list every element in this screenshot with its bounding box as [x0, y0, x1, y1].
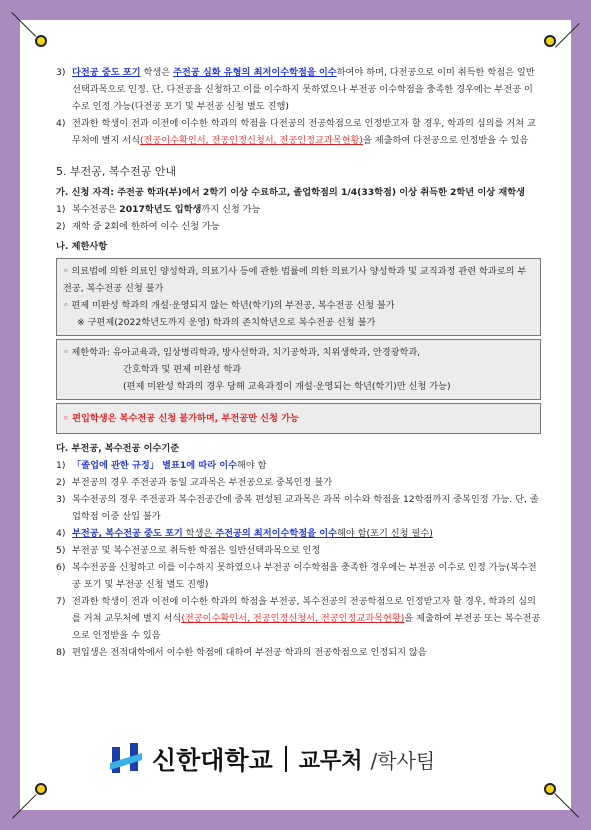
text: 학생은: [140, 67, 173, 78]
text: 을 제출하여 다전공으로 인정받을 수 있음: [362, 135, 529, 146]
highlight-text: 주전공의 최저이수학점을 이수: [215, 528, 337, 539]
restriction-box: [56, 258, 541, 336]
item-number: 3): [56, 494, 66, 505]
note-text: ※ 구편제(2022학년도까지 운영) 학과의 존치학년으로 복수전공 신청 불가: [77, 317, 376, 328]
text: 학생은: [182, 528, 216, 539]
list-item: [56, 64, 541, 115]
item-number: 5): [56, 545, 66, 556]
pin-top-left-icon: [35, 35, 47, 47]
list-item: [56, 201, 541, 218]
restriction-text: ◦ 제한학과: 유아교육과, 임상병리학과, 방사선학과, 치기공학과, 치위생학과, 안경광학과,: [63, 347, 421, 358]
document-content: [56, 64, 541, 661]
subsection-title: 가. 신청 자격: 주전공 학과(부)에서 2학기 이상 수료하고, 졸업학점의 1/4(33학점) 이상 취득한 2학년 이상 재학생: [56, 187, 525, 198]
list-item: [56, 474, 541, 491]
pin-top-right-icon: [544, 35, 556, 47]
item-text: 복수전공을 신청하고 이를 이수하지 못하였으나 부전공 이수학점을 충족한 경우에는 부전공 이수로 인정 가능(복수전공 포기 및 부전공 신청 별도 진행): [72, 562, 537, 590]
highlight-text: 「졸업에 관한 규정」 별표1에 따라 이수: [72, 460, 238, 471]
list-item: [56, 457, 541, 474]
form-list-text: (전공이수확인서, 전공인정신청서, 전공인정교과목현황): [181, 613, 405, 624]
divider: [285, 746, 287, 772]
item-number: 7): [56, 596, 66, 607]
list-item: [56, 559, 541, 593]
highlight-text: 부전공, 복수전공 중도 포기: [72, 528, 183, 539]
list-item: [56, 593, 541, 644]
text: 전과한 학생이 전과 이전에 이수한 학과의 학점을 다전공의 전공학점으로 인정받고자 할 경우, 학과의 심의를 거쳐 교무처에 별지 서식: [72, 118, 536, 146]
item-text: 재학 중 2회에 한하여 이수 신청 가능: [72, 221, 220, 232]
item-number: 2): [56, 221, 66, 232]
text: 해야 함(포기 신청 필수): [336, 528, 433, 539]
list-item: [56, 542, 541, 559]
list-item: [56, 491, 541, 525]
item-text: 부전공 및 복수전공으로 취득한 학점은 일반선택과목으로 인정: [72, 545, 321, 556]
item-number: 4): [56, 528, 66, 539]
item-text: [72, 457, 541, 474]
university-name: 신한대학교: [152, 746, 273, 775]
bold-text: 2017학년도 입학생: [119, 204, 202, 215]
text: 하여야 하며, 다전공으로 이미 취득한 학점은 일반선택과목으로 인정. 단, 다전공을 신청하고 이를 이수하지 못하였으나 부전공 이수학점을 충족한 경우에는 부전공 이수로 인정 가능(다전공 포기 및 부전공 신청 별도 진행): [72, 67, 535, 112]
item-number: 1): [56, 460, 66, 471]
list-item: [56, 115, 541, 149]
item-text: [72, 201, 541, 218]
item-number: 1): [56, 204, 66, 215]
pin-bottom-left-icon: [35, 783, 47, 795]
text: 전과한 학생이 전과 이전에 이수한 학과의 학점을 부전공, 복수전공의 전공학점으로 인정받고자 할 경우, 학과의 심의를 거쳐 교무처에 별지 서식: [72, 596, 536, 624]
item-number: 8): [56, 647, 66, 658]
item-text: 편입생은 전적대학에서 이수한 학점에 대하여 부전공 학과의 전공학점으로 인정되지 않음: [72, 647, 427, 658]
list-item: [56, 218, 541, 235]
item-text: [72, 115, 541, 149]
subsection-title: 나. 제한사항: [56, 241, 108, 252]
subsection-title: 다. 부전공, 복수전공 이수기준: [56, 443, 180, 454]
note-text: (편제 미완성 학과의 경우 당해 교육과정이 개설·운영되는 학년(학기)만 신청 가능): [123, 381, 451, 392]
item-number: 6): [56, 562, 66, 573]
section-title: 5. 부전공, 복수전공 안내: [56, 165, 177, 178]
restriction-text: ◦ 의료법에 의한 의료인 양성학과, 의료기사 등에 관한 법률에 의한 의료기사 양성학과 및 교직과정 관련 학과로의 부전공, 복수전공 신청 불가: [63, 266, 527, 294]
list-item: [56, 525, 541, 542]
office-name: 교무처: [298, 748, 363, 774]
item-number: 4): [56, 118, 66, 129]
item-text: 부전공의 경우 주전공과 동일 교과목은 부전공으로 중복인정 불가: [72, 477, 333, 488]
text: 까지 신청 가능: [201, 204, 261, 215]
team-name: /학사팀: [370, 748, 436, 773]
item-number: 3): [56, 67, 66, 78]
highlight-text: 다전공 중도 포기: [72, 67, 141, 78]
text: 을 제출하여 부전공 또는 복수전공으로 인정받을 수 있음: [72, 613, 541, 641]
item-text: 복수전공의 경우 주전공과 복수전공간에 중복 편성된 교과목은 과목 이수와 학점을 12학점까지 중복인정 가능. 단, 졸업학점 이중 산입 불가: [72, 494, 539, 522]
transfer-student-box: [56, 403, 541, 434]
item-text: [72, 525, 541, 542]
item-text: [72, 593, 541, 644]
text: 복수전공은: [72, 204, 120, 215]
item-text: [72, 64, 541, 115]
form-list-text: (전공이수확인서, 전공인정신청서, 전공인정교과목현황): [139, 135, 363, 146]
university-logo-icon: [108, 741, 144, 777]
restriction-text: 간호학과 및 편제 미완성 학과: [123, 364, 242, 375]
restriction-text: ◦ 편제 미완성 학과의 개설·운영되지 않는 학년(학기)의 부전공, 복수전공 신청 불가: [63, 300, 395, 311]
text: 해야 함: [237, 460, 267, 471]
warning-text: ◦ 편입학생은 복수전공 신청 불가하며, 부전공만 신청 가능: [63, 413, 299, 424]
list-item: [56, 644, 541, 661]
item-number: 2): [56, 477, 66, 488]
restricted-departments-box: [56, 339, 541, 400]
highlight-text: 주전공 심화 유형의 최저이수학점을 이수: [173, 67, 337, 78]
footer: [108, 741, 435, 777]
